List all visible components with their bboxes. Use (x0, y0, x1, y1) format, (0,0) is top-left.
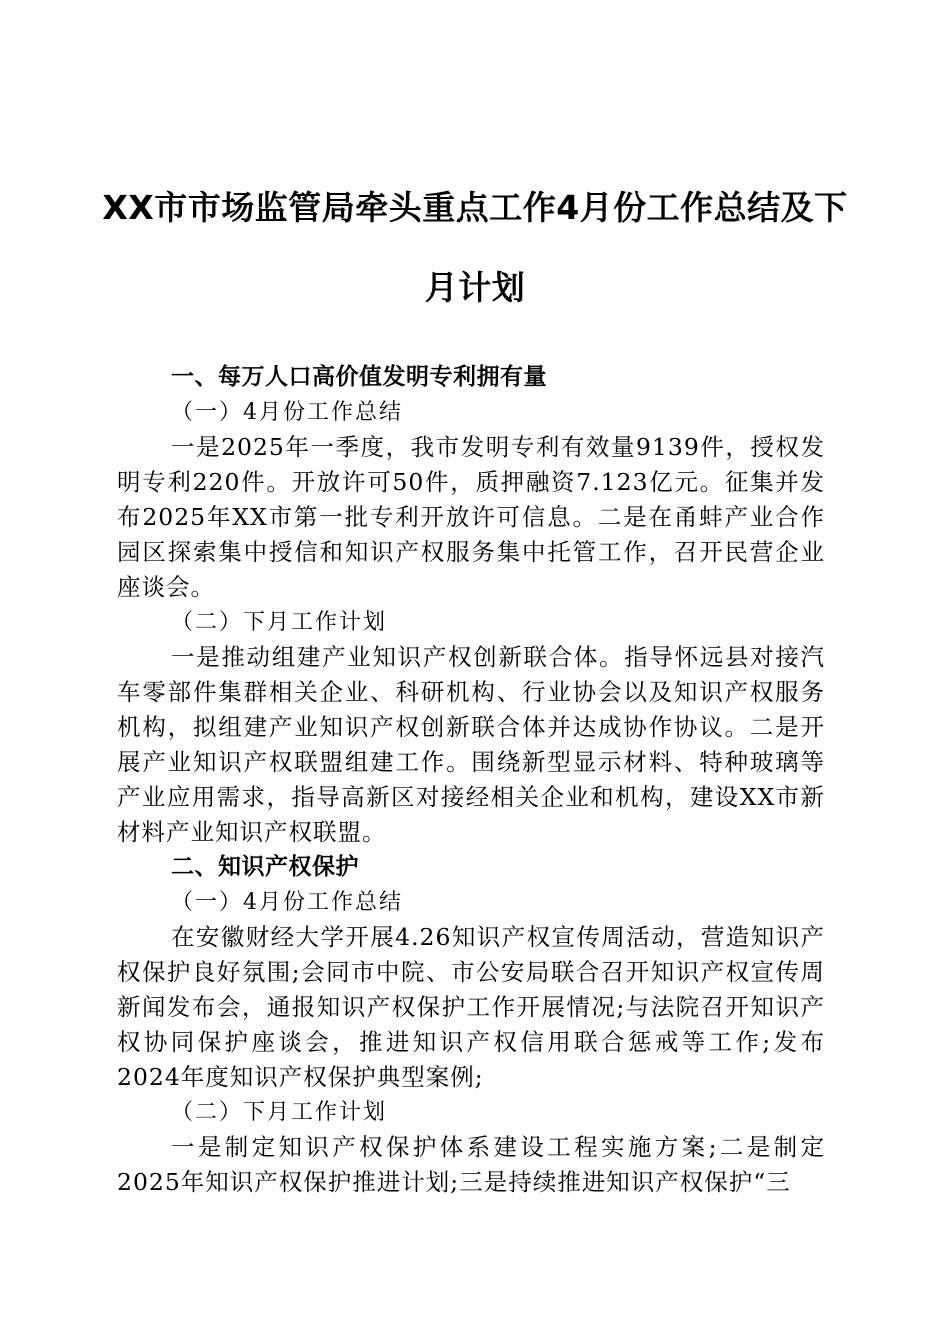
section-1-summary-text: 一是2025年一季度，我市发明专利有效量9139件，授权发明专利220件。开放许可50件，质押融资7.123亿元。征集并发布2025年XX市第一批专利开放许可信息。二是在甬蚌产业合作园区探索集中授信和知识产权服务集中托管工作，召开民营企业座谈会。 (117, 433, 825, 601)
section-2-summary-heading: （一）4月份工作总结 (171, 890, 403, 915)
section-2-plan-heading: （二）下月工作计划 (171, 1100, 388, 1125)
document-title: XX市市场监管局牵头重点工作4月份工作总结及下月计划 (102, 188, 848, 307)
section-1-heading: 一、每万人口高价值发明专利拥有量 (171, 364, 547, 390)
document-body (117, 360, 825, 1200)
section-1-plan-text: 一是推动组建产业知识产权创新联合体。指导怀远县对接汽车零部件集群相关企业、科研机构、行业协会以及知识产权服务机构，拟组建产业知识产权创新联合体并达成协作协议。二是开展产业知识产权联盟组建工作。围绕新型显示材料、特种玻璃等产业应用需求，指导高新区对接经相关企业和机构，建设XX市新材料产业知识产权联盟。 (117, 643, 825, 846)
section-2-summary-text: 在安徽财经大学开展4.26知识产权宣传周活动，营造知识产权保护良好氛围;会同市中院、市公安局联合召开知识产权宣传周新闻发布会，通报知识产权保护工作开展情况;与法院召开知识产权协同保护座谈会，推进知识产权信用联合惩戒等工作;发布2024年度知识产权保护典型案例; (117, 923, 825, 1091)
section-1-summary-heading: （一）4月份工作总结 (171, 400, 403, 425)
section-2-plan-text: 一是制定知识产权保护体系建设工程实施方案;二是制定2025年知识产权保护推进计划;三是持续推进知识产权保护“三 (117, 1133, 825, 1196)
section-1-plan-heading: （二）下月工作计划 (171, 610, 388, 635)
section-2-heading: 二、知识产权保护 (171, 854, 359, 880)
